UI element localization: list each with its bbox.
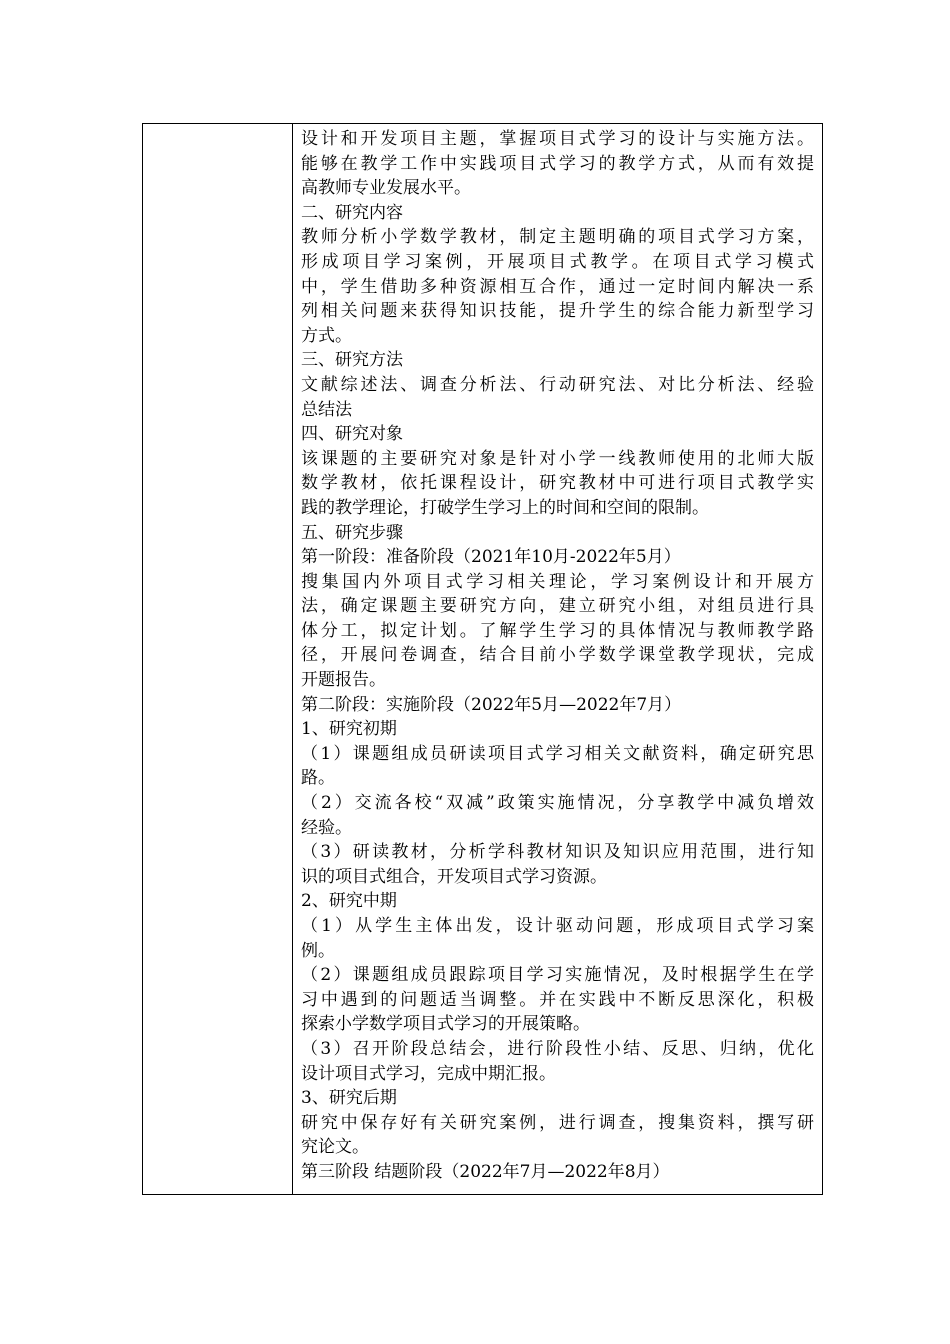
text-line: 法，确定课题主要研究方向，建立研究小组，对组员进行具: [301, 596, 814, 617]
text-line: 经验。: [301, 817, 352, 838]
text-line: 探索小学数学项目式学习的开展策略。: [301, 1014, 590, 1035]
text-line: 路。: [301, 768, 335, 789]
text-line: 教师分析小学数学教材，制定主题明确的项目式学习方案，: [301, 227, 814, 248]
table-label-cell: [143, 124, 293, 1194]
text-line: 例。: [301, 940, 335, 961]
text-line: （1）课题组成员研读项目式学习相关文献资料，确定研究思: [301, 743, 814, 764]
text-line: 搜集国内外项目式学习相关理论，学习案例设计和开展方: [301, 571, 814, 592]
text-line: 2、研究中期: [301, 891, 397, 912]
text-line: 三、研究方法: [301, 350, 403, 371]
text-line: 方式。: [301, 325, 352, 346]
text-line: 该课题的主要研究对象是针对小学一线教师使用的北师大版: [301, 448, 814, 469]
text-line: 能够在教学工作中实践项目式学习的教学方式，从而有效提: [301, 153, 814, 174]
text-line: 总结法: [301, 399, 352, 420]
text-line: 中，学生借助多种资源相互合作，通过一定时间内解决一系: [301, 276, 814, 297]
document-table: [142, 123, 823, 1195]
text-line: 列相关问题来获得知识技能，提升学生的综合能力新型学习: [301, 301, 814, 322]
text-line: 设计项目式学习，完成中期汇报。: [301, 1063, 556, 1084]
table-content-cell: [293, 124, 822, 1194]
text-line: （3）召开阶段总结会，进行阶段性小结、反思、归纳，优化: [301, 1038, 814, 1059]
text-line: 识的项目式组合，开发项目式学习资源。: [301, 866, 607, 887]
text-line: 五、研究步骤: [301, 522, 403, 543]
text-line: （1）从学生主体出发，设计驱动问题，形成项目式学习案: [301, 916, 814, 936]
text-line: 究论文。: [301, 1137, 369, 1158]
text-line: 二、研究内容: [301, 202, 403, 223]
text-line: 形成项目学习案例，开展项目式教学。在项目式学习模式: [301, 251, 814, 272]
text-line: 体分工，拟定计划。了解学生学习的具体情况与教师教学路: [301, 620, 814, 641]
text-line: 研究中保存好有关研究案例，进行调查，搜集资料，撰写研: [301, 1112, 814, 1133]
text-line: 文献综述法、调查分析法、行动研究法、对比分析法、经验: [301, 374, 814, 395]
text-line: 四、研究对象: [301, 424, 403, 445]
text-line: （3）研读教材，分析学科教材知识及知识应用范围，进行知: [301, 842, 814, 863]
text-line: 第二阶段：实施阶段（2022年5月—2022年7月）: [301, 694, 682, 715]
text-line: 践的教学理论，打破学生学习上的时间和空间的限制。: [301, 497, 709, 518]
text-line: 1、研究初期: [301, 719, 397, 740]
text-line: 径，开展问卷调查，结合目前小学数学课堂教学现状，完成: [301, 645, 814, 666]
text-line: 开题报告。: [301, 670, 386, 691]
text-line: 设计和开发项目主题，掌握项目式学习的设计与实施方法。: [301, 129, 814, 149]
text-line: 数学教材，依托课程设计，研究教材中可进行项目式教学实: [301, 473, 814, 494]
text-line: （2）课题组成员跟踪项目学习实施情况，及时根据学生在学: [301, 965, 814, 986]
text-line: 第三阶段 结题阶段（2022年7月—2022年8月）: [301, 1161, 670, 1182]
text-line: 高教师专业发展水平。: [301, 178, 471, 199]
text-line: 习中遇到的问题适当调整。并在实践中不断反思深化，积极: [301, 989, 814, 1010]
text-line: 3、研究后期: [301, 1088, 397, 1109]
text-line: 第一阶段：准备阶段（2021年10月-2022年5月）: [301, 547, 681, 568]
text-line: （2）交流各校“双减”政策实施情况，分享教学中减负增效: [301, 793, 814, 814]
